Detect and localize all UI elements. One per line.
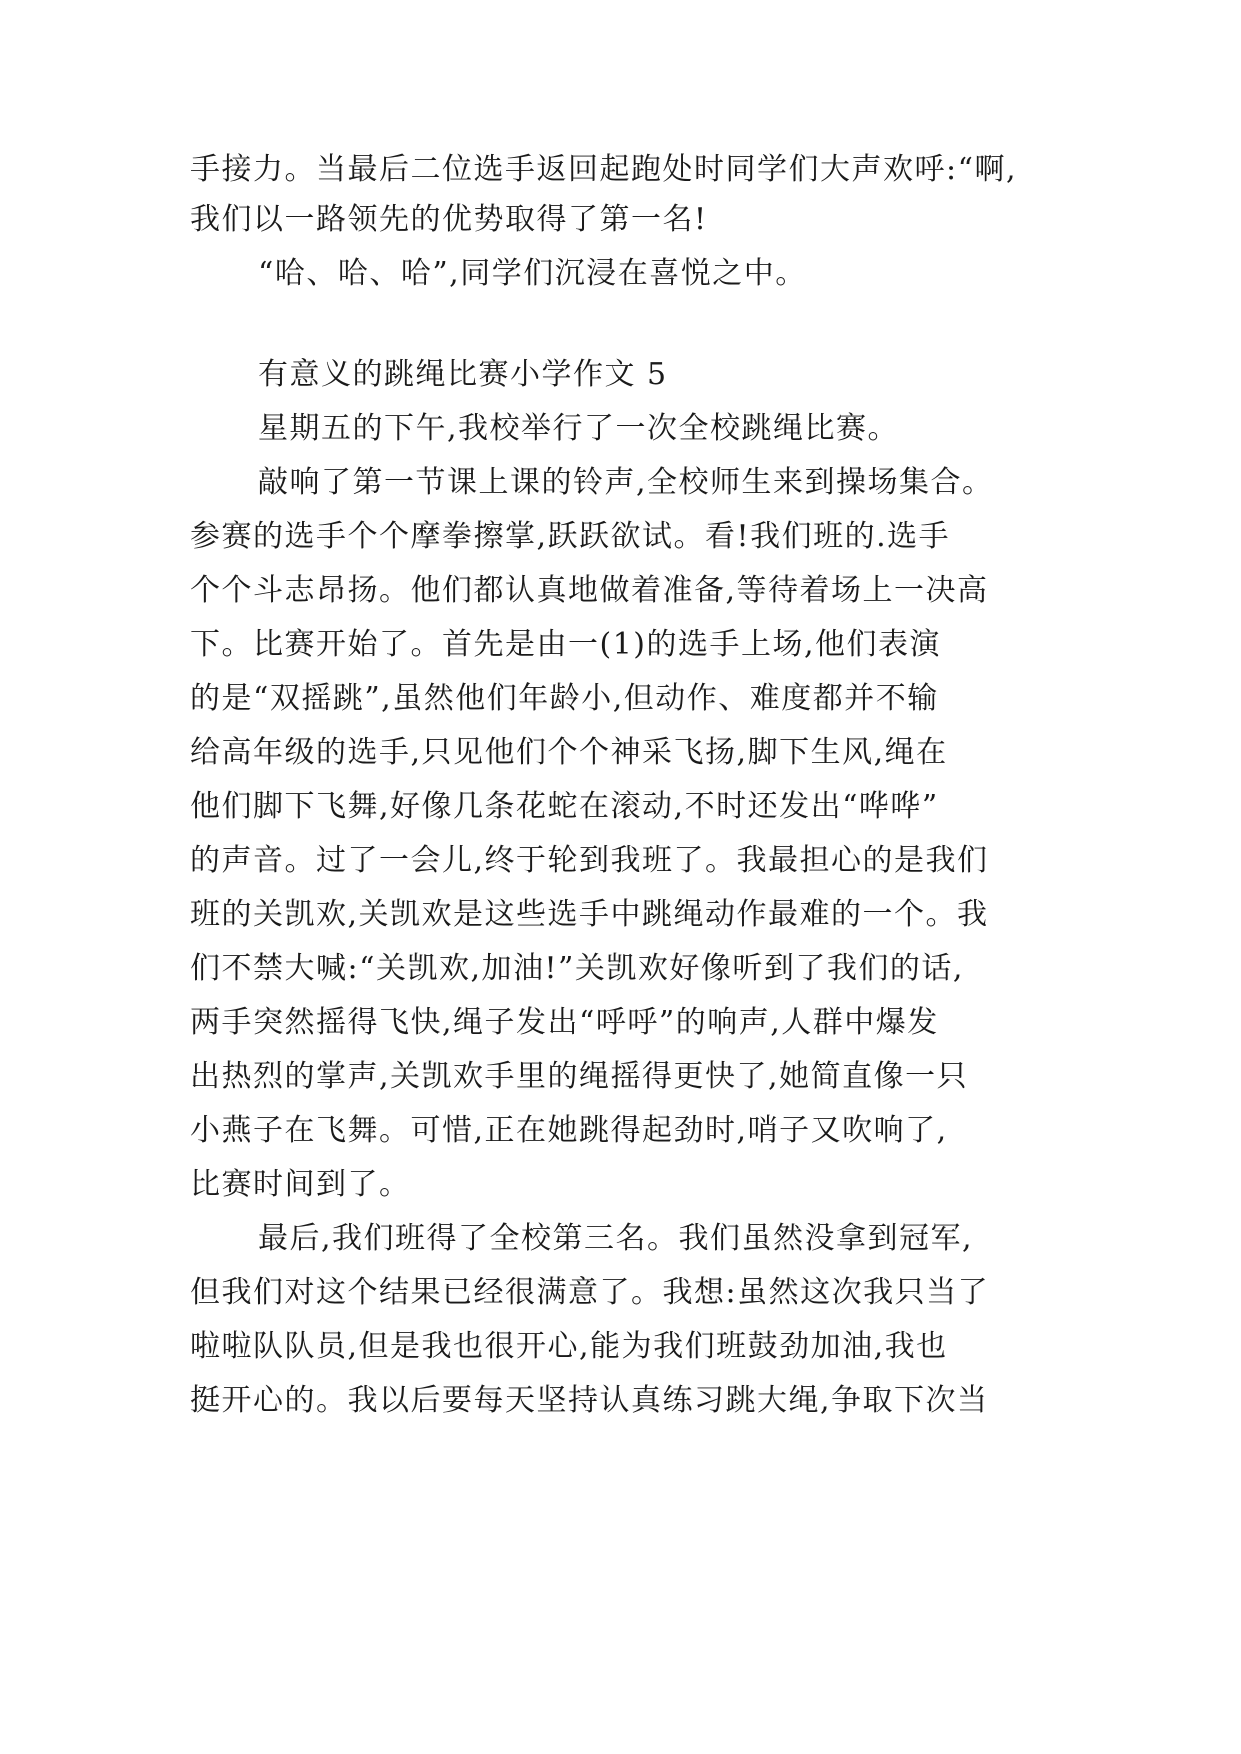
section-heading: 有意义的跳绳比赛小学作文 5 xyxy=(258,357,668,392)
text-line: 敲响了第一节课上课的铃声,全校师生来到操场集合。 xyxy=(258,465,994,500)
text-line: 我们以一路领先的优势取得了第一名! xyxy=(190,202,708,237)
text-line: 最后,我们班得了全校第三名。我们虽然没拿到冠军, xyxy=(258,1221,974,1256)
text-line: 两手突然摇得飞快,绳子发出“呼呼”的响声,人群中爆发 xyxy=(190,1005,939,1040)
text-line: 手接力。当最后二位选手返回起跑处时同学们大声欢呼:“啊, xyxy=(190,152,1017,187)
text-line: 参赛的选手个个摩拳擦掌,跃跃欲试。看!我们班的.选手 xyxy=(190,519,951,554)
text-line: 星期五的下午,我校举行了一次全校跳绳比赛。 xyxy=(258,411,900,446)
text-line: 比赛时间到了。 xyxy=(190,1167,411,1202)
text-line: 给高年级的选手,只见他们个个神采飞扬,脚下生风,绳在 xyxy=(190,735,948,770)
text-line: 下。比赛开始了。首先是由一(1)的选手上场,他们表演 xyxy=(190,627,942,662)
text-line: 出热烈的掌声,关凯欢手里的绳摇得更快了,她简直像一只 xyxy=(190,1059,969,1094)
text-line: 啦啦队队员,但是我也很开心,能为我们班鼓劲加油,我也 xyxy=(190,1329,948,1364)
text-line: 他们脚下飞舞,好像几条花蛇在滚动,不时还发出“哗哗” xyxy=(190,789,939,824)
text-line: 的声音。过了一会儿,终于轮到我班了。我最担心的是我们 xyxy=(190,843,989,878)
text-line: “哈、哈、哈”,同学们沉浸在喜悦之中。 xyxy=(258,256,807,291)
text-line: 们不禁大喊:“关凯欢,加油!”关凯欢好像听到了我们的话, xyxy=(190,951,964,986)
text-line: 但我们对这个结果已经很满意了。我想:虽然这次我只当了 xyxy=(190,1275,990,1310)
text-line: 挺开心的。我以后要每天坚持认真练习跳大绳,争取下次当 xyxy=(190,1383,989,1418)
text-line: 的是“双摇跳”,虽然他们年龄小,但动作、难度都并不输 xyxy=(190,681,939,716)
text-line: 班的关凯欢,关凯欢是这些选手中跳绳动作最难的一个。我 xyxy=(190,897,989,932)
text-line: 小燕子在飞舞。可惜,正在她跳得起劲时,哨子又吹响了, xyxy=(190,1113,948,1148)
text-line: 个个斗志昂扬。他们都认真地做着准备,等待着场上一决高 xyxy=(190,573,989,608)
